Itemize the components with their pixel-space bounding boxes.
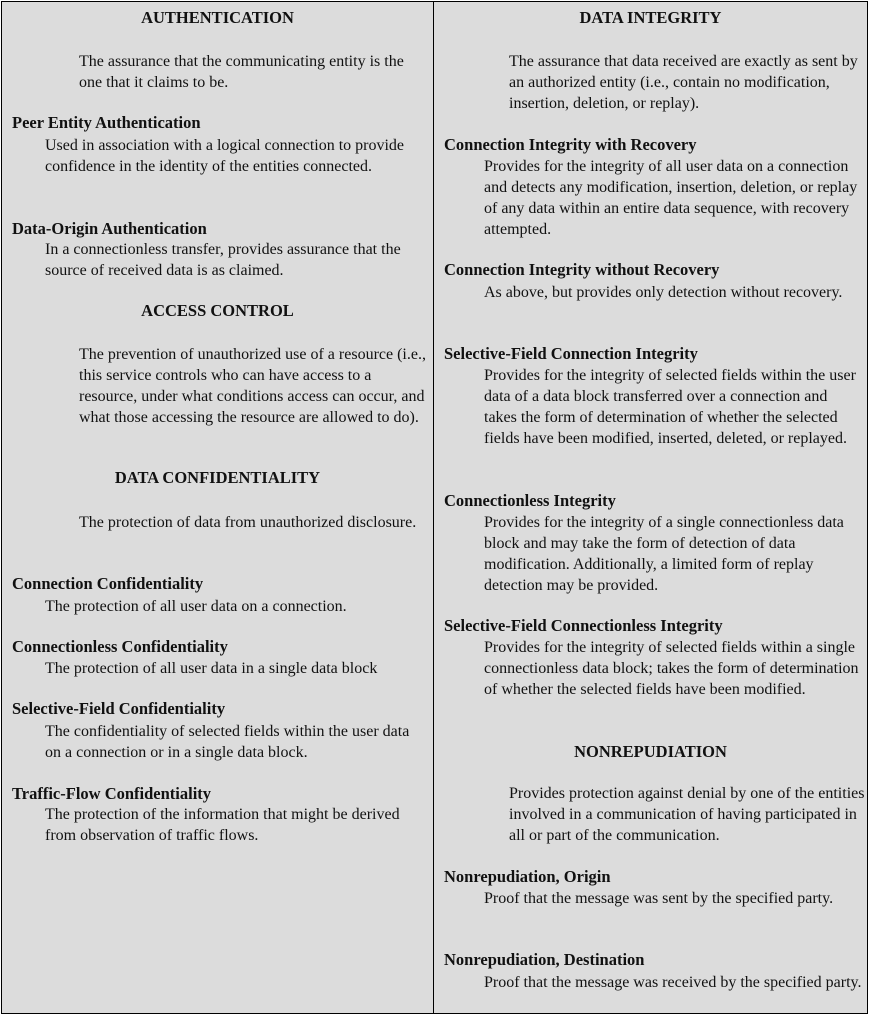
nonrepudiation-intro: Provides protection against denial by one of the entities involved in a communication of having participated in all or part of the communication. (509, 785, 865, 844)
connectionless-integrity-term: Connectionless Integrity (444, 491, 616, 510)
nonrepudiation-origin-definition: Proof that the message was sent by the specified party. (484, 890, 834, 907)
selective-field-connection-integrity-term: Selective-Field Connection Integrity (444, 344, 698, 363)
data-confidentiality-heading: DATA CONFIDENTIALITY (114, 468, 321, 487)
selective-field-connectionless-integrity-definition: Provides for the integrity of selected fields within a single connectionless data block; takes the form of determination of whether the selected fields have been modified. (484, 639, 859, 698)
connection-integrity-with-recovery-term: Connection Integrity with Recovery (444, 135, 697, 154)
traffic-flow-confidentiality-definition: The protection of the information that might be derived from observation of traffic flows. (45, 806, 400, 844)
access-control-heading: ACCESS CONTROL (141, 301, 294, 320)
selective-field-confidentiality-term: Selective-Field Confidentiality (12, 699, 226, 718)
connectionless-confidentiality-definition: The protection of all user data in a single data block (45, 660, 378, 677)
authentication-heading: AUTHENTICATION (141, 8, 294, 27)
connection-confidentiality-definition: The protection of all user data on a connection. (45, 598, 347, 615)
data-integrity-intro: The assurance that data received are exactly as sent by an authorized entity (i.e., contain no modification, insertion, deletion, or replay). (509, 53, 858, 112)
data-origin-authentication-definition: In a connectionless transfer, provides assurance that the source of received data is as claimed. (45, 241, 401, 279)
peer-entity-authentication-term: Peer Entity Authentication (12, 113, 201, 132)
right-column (434, 2, 867, 1013)
connection-integrity-without-recovery-definition: As above, but provides only detection without recovery. (484, 284, 843, 301)
connection-confidentiality-term: Connection Confidentiality (12, 574, 204, 593)
data-integrity-heading: DATA INTEGRITY (579, 8, 722, 27)
security-services-table (1, 1, 868, 1014)
nonrepudiation-destination-term: Nonrepudiation, Destination (444, 950, 645, 969)
connection-integrity-with-recovery-definition: Provides for the integrity of all user data on a connection and detects any modification, insertion, deletion, or replay of any data within an entire data sequence, with recovery attempted. (484, 158, 858, 238)
traffic-flow-confidentiality-term: Traffic-Flow Confidentiality (12, 784, 212, 803)
selective-field-connectionless-integrity-term: Selective-Field Connectionless Integrity (444, 616, 723, 635)
peer-entity-authentication-definition: Used in association with a logical connection to provide confidence in the identity of the entities connected. (45, 137, 405, 175)
selective-field-connection-integrity-definition: Provides for the integrity of selected fields within the user data of a data block transferred over a connection and takes the form of determination of whether the selected fields have been modified, inserted, deleted, or replayed. (484, 367, 856, 447)
authentication-intro: The assurance that the communicating entity is the one that it claims to be. (79, 53, 404, 91)
selective-field-confidentiality-definition: The confidentiality of selected fields within the user data on a connection or in a single data block. (45, 723, 410, 761)
nonrepudiation-heading: NONREPUDIATION (574, 742, 727, 761)
access-control-intro: The prevention of unauthorized use of a resource (i.e., this service controls who can have access to a resource, under what conditions access can occur, and what those accessing the resource are allowed to do). (79, 346, 426, 426)
left-column (2, 2, 434, 1013)
data-origin-authentication-term: Data-Origin Authentication (12, 219, 207, 238)
nonrepudiation-origin-term: Nonrepudiation, Origin (444, 867, 611, 886)
nonrepudiation-destination-definition: Proof that the message was received by the specified party. (484, 974, 862, 991)
data-confidentiality-intro: The protection of data from unauthorized disclosure. (79, 514, 417, 531)
connectionless-confidentiality-term: Connectionless Confidentiality (12, 637, 228, 656)
connectionless-integrity-definition: Provides for the integrity of a single connectionless data block and may take the form of detection of data modification. Additionally, a limited form of replay detection may be provided. (484, 514, 844, 594)
connection-integrity-without-recovery-term: Connection Integrity without Recovery (444, 260, 720, 279)
